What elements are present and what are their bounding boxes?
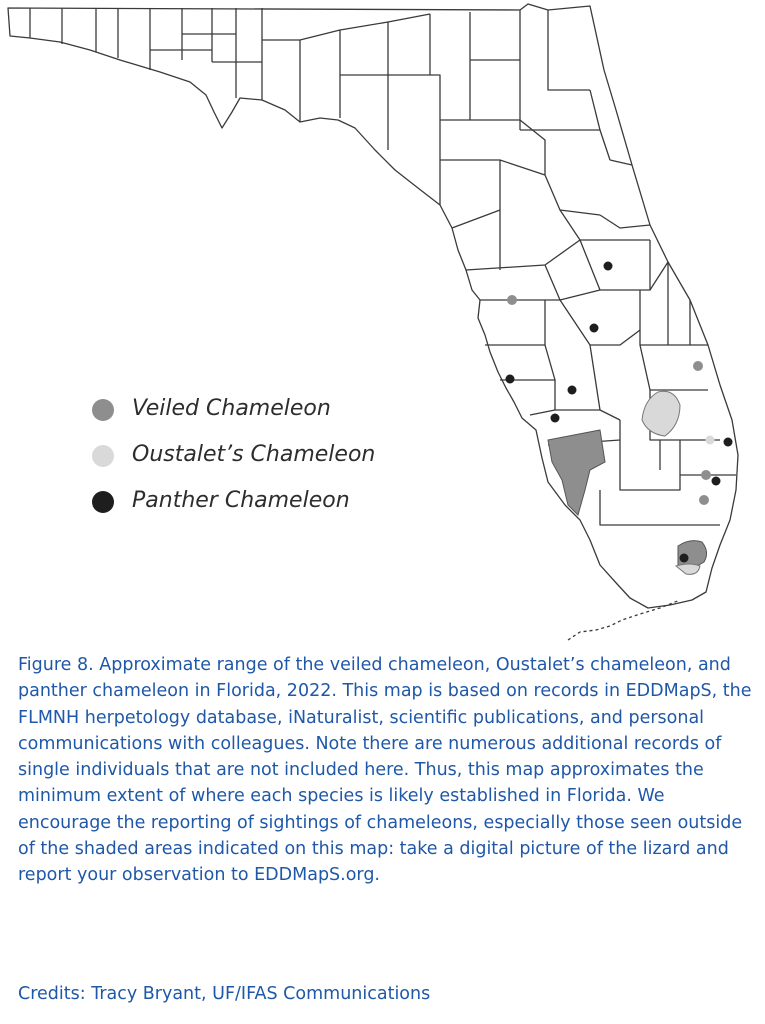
panther-point: [506, 375, 515, 384]
panther-point: [604, 262, 613, 271]
veiled-point: [693, 361, 703, 371]
legend-label: Veiled Chameleon: [132, 396, 331, 421]
panther-point: [590, 324, 599, 333]
veiled-point: [699, 495, 709, 505]
panther-point: [712, 477, 721, 486]
oustalet-range-central: [642, 391, 680, 436]
legend-label: Panther Chameleon: [132, 488, 350, 513]
florida-state-outline: [8, 4, 738, 608]
oustalet-range-miami: [676, 564, 700, 574]
figure-credits: Credits: Tracy Bryant, UF/IFAS Communications: [18, 984, 431, 1004]
panther-point: [551, 414, 560, 423]
legend-swatch: [92, 491, 114, 513]
veiled-point: [701, 470, 711, 480]
panther-point: [568, 386, 577, 395]
legend-swatch: [92, 399, 114, 421]
veiled-point: [507, 295, 517, 305]
legend-label: Oustalet’s Chameleon: [132, 442, 376, 467]
veiled-range-southwest: [548, 430, 605, 515]
panther-point: [680, 554, 689, 563]
oustalet-point: [706, 436, 715, 445]
legend-swatch: [92, 445, 114, 467]
figure-caption: Figure 8. Approximate range of the veiled chameleon, Oustalet’s chameleon, and panther chameleon in Florida, 2022. This map is based on records in EDDMapS, the FLMNH herpetology database, iNaturalist, scientific publications, and personal communications with colleagues. Note there are numerous additional records of single individuals that are not included here. Thus, this map approximates the minimum extent of where each species is likely established in Florida. We encourage the reporting of sightings of chameleons, especially those seen outside of the shaded areas indicated on this map: take a digital picture of the lizard and report your observation to EDDMapS.org.: [18, 655, 752, 886]
panther-point: [724, 438, 733, 447]
